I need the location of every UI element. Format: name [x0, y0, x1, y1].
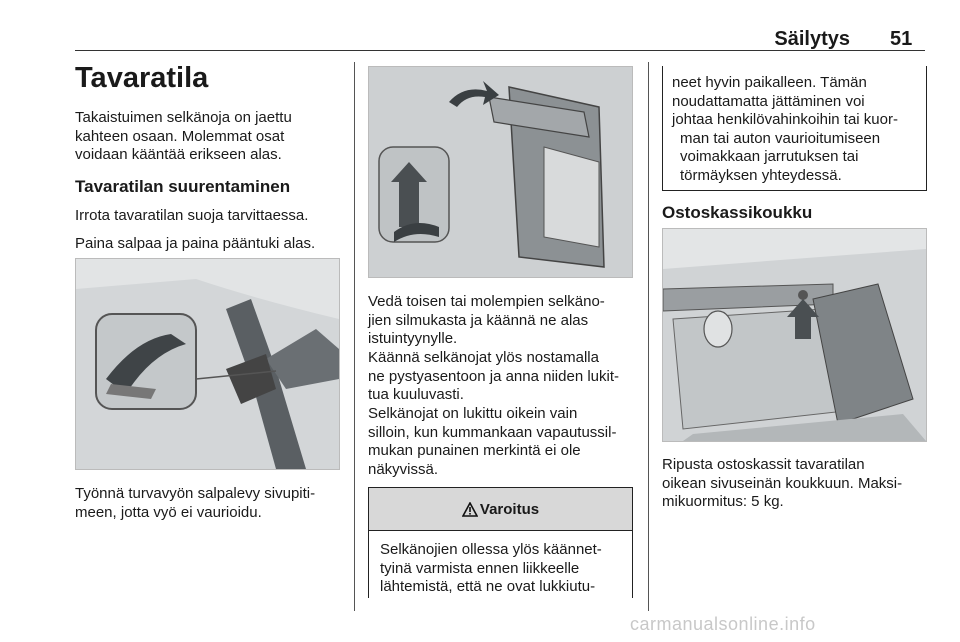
- intro-paragraph: [75, 109, 292, 165]
- caption-line: mikuormitus: 5 kg.: [662, 493, 784, 510]
- paragraph-fold-up: [368, 349, 619, 405]
- warning-continued-text: [663, 66, 926, 185]
- warning-box-continued: [662, 66, 927, 191]
- intro-line: kahteen osaan. Molemmat osat: [75, 127, 285, 145]
- warning-line: noudattamatta jättäminen voi: [672, 92, 865, 110]
- paragraph-locked: [368, 405, 616, 479]
- text-line: mukan punainen merkintä ei ole: [368, 442, 581, 459]
- caption-line: meen, jotta vyö ei vaurioidu.: [75, 503, 262, 521]
- section-title: Säilytys: [774, 28, 850, 50]
- page-number: 51: [890, 28, 913, 50]
- caption-line: oikean sivuseinän koukkuun. Maksi-: [662, 474, 903, 492]
- text-line: Vedä toisen tai molempien selkäno-: [368, 293, 605, 310]
- text-line: tua kuuluvasti.: [368, 386, 464, 403]
- seatbelt-drawing: [76, 259, 339, 469]
- warning-line: Selkänojien ollessa ylös käännet-: [380, 541, 602, 558]
- caption-line: Työnnä turvavyön salpalevy sivupiti-: [75, 485, 316, 502]
- subheading-shopping-hook: Ostoskassikoukku: [662, 203, 813, 222]
- warning-text: [369, 531, 632, 597]
- warning-line: man tai auton vaurioitumiseen: [680, 129, 881, 147]
- text-line: Selkänojat on lukittu oikein vain: [368, 405, 578, 422]
- illustration-bag-hook: [662, 228, 927, 442]
- caption-bag-hook: [662, 456, 902, 512]
- subheading-enlarge: Tavaratilan suurentaminen: [75, 177, 291, 196]
- warning-line: törmäyksen yhteydessä.: [680, 166, 842, 184]
- warning-line: tyinä varmista ennen liikkeelle: [380, 559, 580, 577]
- warning-triangle-icon: [462, 502, 478, 517]
- text-line: silloin, kun kummankaan vapautussil-: [368, 423, 617, 441]
- text-line: ne pystyasentoon ja anna niiden lukit-: [368, 367, 620, 385]
- paragraph-fold-down: [368, 293, 605, 349]
- step-2: Paina salpaa ja paina pääntuki alas.: [75, 235, 316, 252]
- caption-line: Ripusta ostoskassit tavaratilan: [662, 456, 865, 473]
- column-divider-1: [354, 62, 355, 611]
- warning-box: [368, 487, 633, 598]
- column-divider-2: [648, 62, 649, 611]
- warning-line: johtaa henkilövahinkoihin tai kuor-: [672, 111, 898, 128]
- illustration-seatbelt: [75, 258, 340, 470]
- caption-seatbelt: [75, 485, 315, 522]
- intro-line: voidaan kääntää erikseen alas.: [75, 146, 282, 163]
- warning-line: neet hyvin paikalleen. Tämän: [672, 74, 867, 91]
- warning-header: [369, 488, 632, 531]
- text-line: Käännä selkänojat ylös nostamalla: [368, 349, 599, 366]
- seatback-drawing: [369, 67, 632, 277]
- bag-hook-drawing: [663, 229, 926, 441]
- text-line: näkyvissä.: [368, 460, 439, 478]
- warning-title: Varoitus: [479, 500, 540, 518]
- step-1: Irrota tavaratilan suoja tarvittaessa.: [75, 207, 309, 224]
- heading-tavaratila: Tavaratila: [75, 62, 209, 94]
- intro-line: Takaistuimen selkänoja on jaettu: [75, 109, 292, 126]
- watermark: carmanualsonline.info: [630, 614, 816, 634]
- header-rule: [75, 50, 925, 51]
- text-line: jien silmukasta ja käännä ne alas: [368, 311, 589, 329]
- illustration-seatback: [368, 66, 633, 278]
- warning-line: lähtemistä, että ne ovat lukkiutu-: [380, 578, 596, 595]
- warning-line: voimakkaan jarrutuksen tai: [680, 148, 859, 165]
- text-line: istuintyynylle.: [368, 330, 458, 347]
